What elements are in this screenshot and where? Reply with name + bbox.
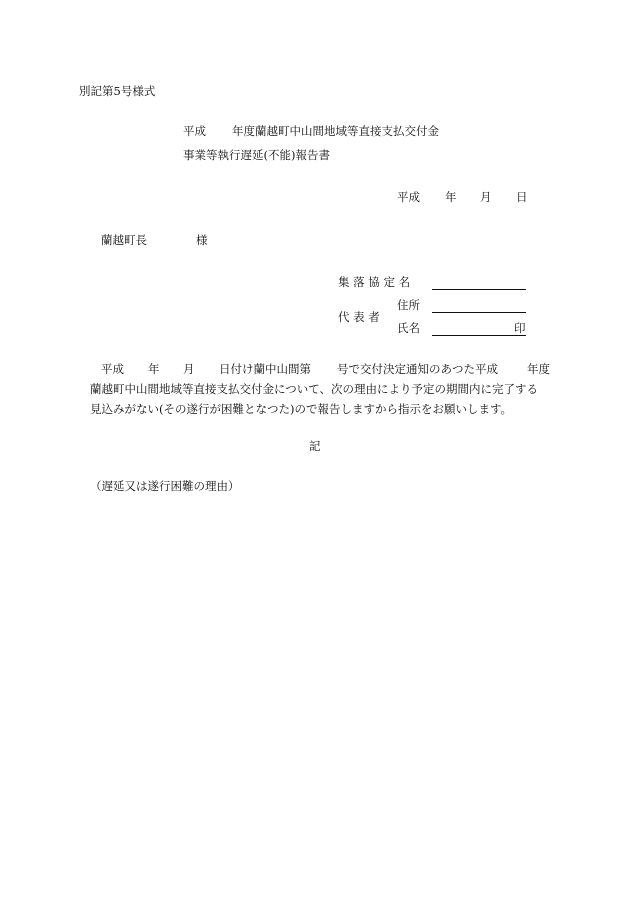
body-line3: 見込みがない(その遂行が困難となつた)ので報告しますから指示をお願いします。: [90, 402, 513, 416]
seal-mark: 印: [514, 321, 526, 335]
addressee-honorific: 様: [196, 233, 208, 247]
body-line2: 蘭越町中山間地域等直接支払交付金について、次の理由により予定の期間内に完了する: [90, 382, 539, 396]
date-month: 月: [480, 190, 492, 204]
address-line: [432, 312, 526, 313]
body-number-suffix: 号で交付決定通知のあつた平成: [337, 362, 498, 376]
body-month: 月: [183, 362, 195, 376]
title-line1: 年度蘭越町中山間地域等直接支払交付金: [232, 124, 439, 138]
title-era: 平成: [183, 124, 206, 138]
body-fiscal-year: 年度: [527, 362, 550, 376]
date-day: 日: [516, 190, 528, 204]
date-year: 年: [445, 190, 457, 204]
title-line2: 事業等執行遅延(不能)報告書: [183, 148, 330, 162]
body-era: 平成: [101, 362, 124, 376]
agreement-name-label: 集 落 協 定 名: [338, 275, 411, 289]
name-line: [432, 335, 526, 336]
representative-label: 代 表 者: [338, 310, 380, 324]
reason-heading: （遅延又は遂行困難の理由）: [90, 479, 240, 493]
date-era: 平成: [397, 190, 420, 204]
body-day-prefix: 日付け蘭中山間第: [219, 362, 311, 376]
agreement-name-line: [432, 289, 526, 290]
address-label: 住所: [397, 298, 420, 312]
form-number: 別記第5号様式: [79, 84, 156, 98]
body-year: 年: [148, 362, 160, 376]
addressee-name: 蘭越町長: [101, 233, 147, 247]
note-heading: 記: [309, 439, 321, 453]
name-label: 氏名: [397, 321, 420, 335]
